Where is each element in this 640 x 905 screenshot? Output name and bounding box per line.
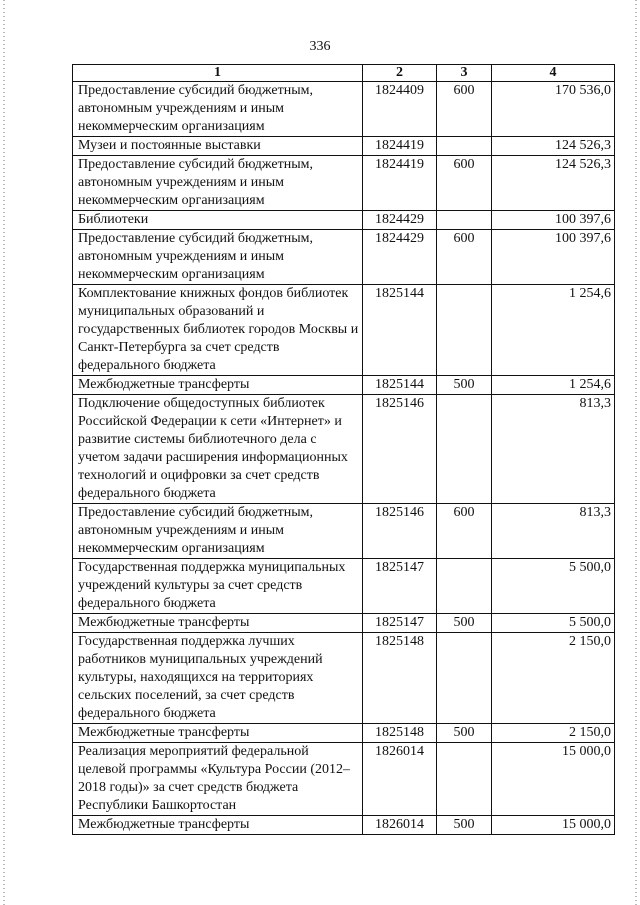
row-type-cell <box>437 743 492 816</box>
row-name-cell: Государственная поддержка муниципальных учреждений культуры за счет средств федерального бюджета <box>73 559 363 614</box>
row-name-cell: Предоставление субсидий бюджетным, автономным учреждениям и иным некоммерческим организациям <box>73 230 363 285</box>
row-code-cell: 1825148 <box>363 633 437 724</box>
table-row <box>73 504 615 559</box>
page-number: 336 <box>309 39 331 54</box>
row-code-cell: 1826014 <box>363 743 437 816</box>
row-type-cell <box>437 395 492 504</box>
row-type-cell <box>437 559 492 614</box>
row-name-cell: Государственная поддержка лучших работников муниципальных учреждений культуры, находящихся на территориях сельских поселений, за счет средств федерального бюджета <box>73 633 363 724</box>
row-amount-cell: 5 500,0 <box>492 614 615 633</box>
table-row <box>73 137 615 156</box>
row-name-cell: Межбюджетные трансферты <box>73 816 363 835</box>
table-row <box>73 82 615 137</box>
row-code-cell: 1825147 <box>363 559 437 614</box>
column-header-4: 4 <box>492 65 615 82</box>
budget-table <box>72 64 615 835</box>
row-code-cell: 1824419 <box>363 137 437 156</box>
row-name-cell: Межбюджетные трансферты <box>73 724 363 743</box>
table-row <box>73 614 615 633</box>
row-type-cell <box>437 137 492 156</box>
row-code-cell: 1825147 <box>363 614 437 633</box>
row-code-cell: 1824419 <box>363 156 437 211</box>
table-row <box>73 230 615 285</box>
column-header-1: 1 <box>73 65 363 82</box>
row-amount-cell: 124 526,3 <box>492 137 615 156</box>
row-code-cell: 1825144 <box>363 376 437 395</box>
row-code-cell: 1825146 <box>363 504 437 559</box>
row-amount-cell: 100 397,6 <box>492 230 615 285</box>
row-type-cell: 500 <box>437 614 492 633</box>
table-row <box>73 376 615 395</box>
row-name-cell: Библиотеки <box>73 211 363 230</box>
row-code-cell: 1825144 <box>363 285 437 376</box>
row-name-cell: Межбюджетные трансферты <box>73 614 363 633</box>
table-row <box>73 156 615 211</box>
row-amount-cell: 1 254,6 <box>492 285 615 376</box>
column-header-3: 3 <box>437 65 492 82</box>
row-amount-cell: 2 150,0 <box>492 633 615 724</box>
row-code-cell: 1826014 <box>363 816 437 835</box>
row-type-cell: 600 <box>437 82 492 137</box>
table-row <box>73 395 615 504</box>
row-amount-cell: 170 536,0 <box>492 82 615 137</box>
row-type-cell: 500 <box>437 724 492 743</box>
row-code-cell: 1824429 <box>363 211 437 230</box>
row-type-cell <box>437 285 492 376</box>
table-row <box>73 211 615 230</box>
table-row <box>73 285 615 376</box>
row-type-cell: 600 <box>437 156 492 211</box>
column-header-2: 2 <box>363 65 437 82</box>
row-amount-cell: 1 254,6 <box>492 376 615 395</box>
row-type-cell: 600 <box>437 504 492 559</box>
row-amount-cell: 5 500,0 <box>492 559 615 614</box>
table-row <box>73 724 615 743</box>
row-amount-cell: 15 000,0 <box>492 816 615 835</box>
table-row <box>73 633 615 724</box>
row-amount-cell: 124 526,3 <box>492 156 615 211</box>
table-row <box>73 743 615 816</box>
header-row <box>73 65 615 82</box>
row-name-cell: Комплектование книжных фондов библиотек муниципальных образований и государственных библиотек городов Москвы и Санкт-Петербурга за счет средств федерального бюджета <box>73 285 363 376</box>
row-name-cell: Предоставление субсидий бюджетным, автономным учреждениям и иным некоммерческим организациям <box>73 82 363 137</box>
row-type-cell <box>437 211 492 230</box>
row-name-cell: Предоставление субсидий бюджетным, автономным учреждениям и иным некоммерческим организациям <box>73 156 363 211</box>
row-type-cell <box>437 633 492 724</box>
row-code-cell: 1824429 <box>363 230 437 285</box>
right-scan-edge <box>635 0 637 905</box>
row-name-cell: Подключение общедоступных библиотек Российской Федерации к сети «Интернет» и развитие системы библиотечного дела с учетом задачи расширения информационных технологий и оцифровки за счет средств федерального бюджета <box>73 395 363 504</box>
row-code-cell: 1824409 <box>363 82 437 137</box>
row-name-cell: Межбюджетные трансферты <box>73 376 363 395</box>
row-amount-cell: 813,3 <box>492 395 615 504</box>
row-amount-cell: 2 150,0 <box>492 724 615 743</box>
row-amount-cell: 813,3 <box>492 504 615 559</box>
row-code-cell: 1825148 <box>363 724 437 743</box>
row-type-cell: 600 <box>437 230 492 285</box>
row-type-cell: 500 <box>437 376 492 395</box>
left-scan-edge <box>3 0 5 905</box>
row-name-cell: Реализация мероприятий федеральной целевой программы «Культура России (2012–2018 годы)» за счет средств бюджета Республики Башкортостан <box>73 743 363 816</box>
row-type-cell: 500 <box>437 816 492 835</box>
row-code-cell: 1825146 <box>363 395 437 504</box>
table-row <box>73 816 615 835</box>
row-name-cell: Предоставление субсидий бюджетным, автономным учреждениям и иным некоммерческим организациям <box>73 504 363 559</box>
table-header <box>73 65 615 82</box>
table-row <box>73 559 615 614</box>
row-amount-cell: 100 397,6 <box>492 211 615 230</box>
row-amount-cell: 15 000,0 <box>492 743 615 816</box>
row-name-cell: Музеи и постоянные выставки <box>73 137 363 156</box>
table-body <box>73 82 615 835</box>
